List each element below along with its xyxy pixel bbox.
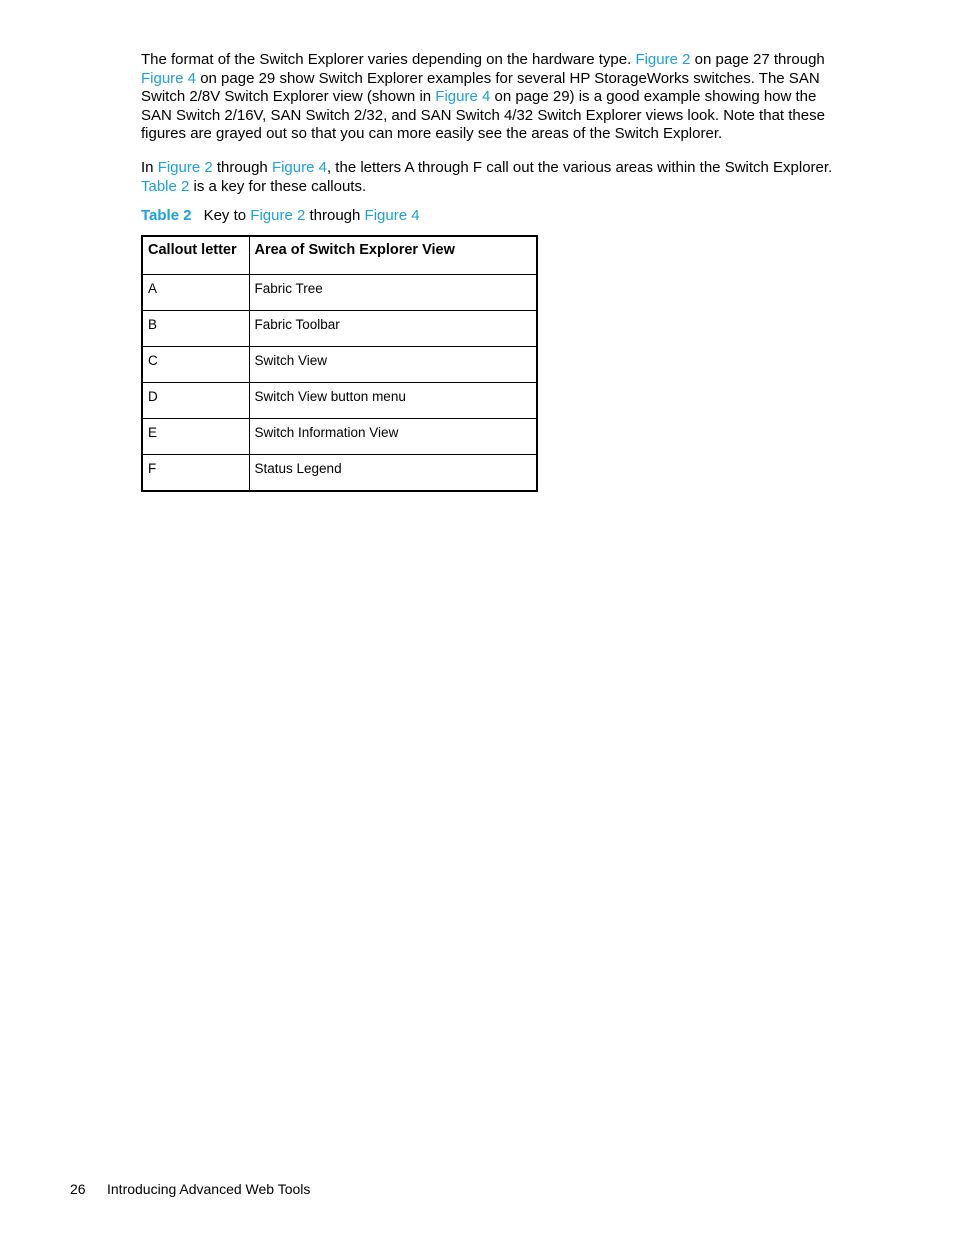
caption-figure-4-link[interactable]: Figure 4 (364, 207, 420, 224)
page-footer (70, 1180, 310, 1198)
table-row (142, 383, 537, 419)
para1-text-2: on page 27 through (690, 51, 825, 68)
area-cell: Status Legend (249, 455, 537, 492)
para1-text-1: The format of the Switch Explorer varies depending on the hardware type. (141, 51, 636, 68)
callout-paragraph (141, 159, 841, 196)
figure-4-link-3[interactable]: Figure 4 (271, 159, 327, 176)
callout-letter-cell: B (142, 311, 249, 347)
table-number: Table 2 (141, 207, 192, 224)
callout-table-container (141, 235, 536, 492)
header-area: Area of Switch Explorer View (249, 236, 537, 275)
callout-letter-cell: D (142, 383, 249, 419)
para2-text-3: , the letters A through F call out the various areas within the Switch Explorer. (326, 159, 833, 176)
para1-text-4: on page 29) is a good example showing how the SAN Switch 2/16V, SAN Switch 2/32, and SAN Switch 4/32 Switch Explorer views look. Note that these figures are grayed out so that you can more easily see the areas of the Switch Explorer. (141, 88, 825, 143)
figure-2-link-3[interactable]: Figure 2 (157, 159, 213, 176)
caption-figure-2-link[interactable]: Figure 2 (250, 207, 306, 224)
table-caption (141, 207, 420, 225)
callout-letter-cell: C (142, 347, 249, 383)
area-cell: Switch View button menu (249, 383, 537, 419)
callout-table (141, 235, 538, 492)
para2-text-1: In (141, 159, 158, 176)
table-row (142, 311, 537, 347)
para2-text-4: is a key for these callouts. (189, 177, 367, 195)
intro-paragraph (141, 51, 841, 144)
callout-letter-cell: A (142, 275, 249, 311)
table-row (142, 455, 537, 492)
area-cell: Switch Information View (249, 419, 537, 455)
area-cell: Switch View (249, 347, 537, 383)
caption-text-2: through (305, 207, 365, 224)
figure-2-link[interactable]: Figure 2 (635, 51, 691, 68)
caption-text-1: Key to (203, 207, 251, 224)
table-row (142, 347, 537, 383)
table-2-link[interactable]: Table 2 (141, 177, 190, 195)
table-row (142, 275, 537, 311)
table-header-row (142, 236, 537, 275)
para2-text-2: through (212, 159, 272, 176)
callout-letter-cell: F (142, 455, 249, 492)
footer-title: Introducing Advanced Web Tools (107, 1181, 311, 1197)
callout-letter-cell: E (142, 419, 249, 455)
figure-4-link-2[interactable]: Figure 4 (435, 88, 491, 106)
table-row (142, 419, 537, 455)
header-callout-letter: Callout letter (142, 236, 249, 275)
page-number: 26 (70, 1181, 86, 1197)
area-cell: Fabric Toolbar (249, 311, 537, 347)
para1-text-3: on page 29 show Switch Explorer examples for several HP StorageWorks switches. The SAN Switch 2/8V Switch Explorer view (shown in (141, 69, 820, 106)
figure-4-link[interactable]: Figure 4 (141, 69, 197, 87)
area-cell: Fabric Tree (249, 275, 537, 311)
